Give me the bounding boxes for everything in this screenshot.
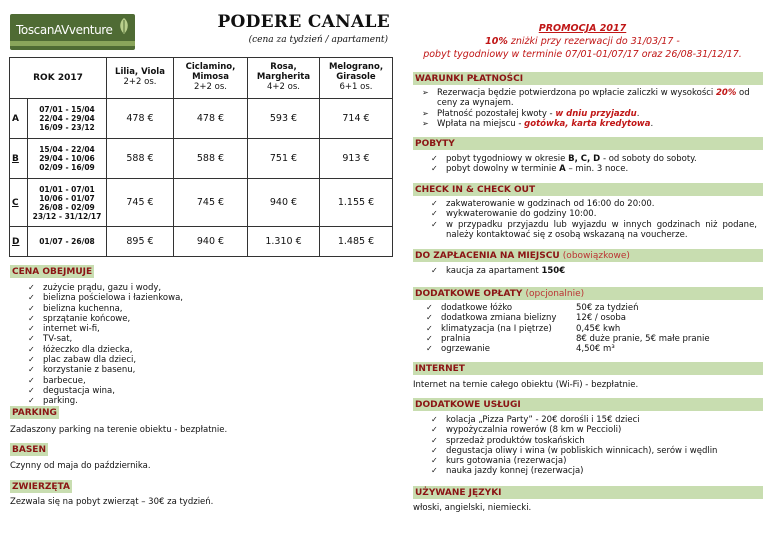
list-item: ✓ zakwaterowanie w godzinach od 16:00 do 20:00. [431,199,757,209]
price-cell: 745 € [107,179,174,227]
cena-heading: CENA OBEJMUJE [12,267,93,277]
table-header-row [10,58,393,99]
warunki-heading: WARUNKI PŁATNOŚCI [413,72,763,85]
uslugi-list [431,415,717,477]
list-item: ✓ ogrzewanie 4,50€ m³ [426,344,756,354]
list-item: ✓ degustacja oliwy i wina (w pobliskich winnicach), serów i wędlin [431,446,717,456]
uslugi-heading: DODATKOWE USŁUGI [413,398,763,411]
table-row [10,99,393,139]
price-table [9,57,393,257]
price-cell: 714 € [320,99,393,139]
price-cell: 940 € [174,227,248,257]
internet-text: Internet na ternie całego obiektu (Wi-Fi) - bezpłatnie. [413,380,639,390]
list-item: ✓ parking. [28,396,183,406]
zaplata-list [431,266,565,276]
table-row [10,179,393,227]
list-item: ✓ wypożyczalnia rowerów (8 km w Peccioli) [431,425,717,435]
list-item: ✓ degustacja wina, [28,386,183,396]
logo [10,14,135,50]
dodatkowe-list [426,303,756,354]
dodatkowe-heading: DODATKOWE OPŁATY (opcjonalnie) [413,287,763,300]
check-list [431,199,757,240]
list-item: ✓ pobyt tygodniowy w okresie B, C, D - od soboty do soboty. [431,154,697,164]
price-cell: 895 € [107,227,174,257]
list-item: ➢ Płatność pozostałej kwoty - w dniu przyjazdu. [422,109,762,119]
price-cell: 1.310 € [248,227,320,257]
year-header: ROK 2017 [10,58,107,99]
price-cell: 593 € [248,99,320,139]
price-cell: 478 € [107,99,174,139]
list-item: ✓ sprzątanie końcowe, [28,314,183,324]
leaf-icon [117,17,131,35]
price-cell: 1.155 € [320,179,393,227]
price-cell: 1.485 € [320,227,393,257]
promo-box [400,22,765,61]
promo-title: PROMOCJA 2017 [538,23,627,34]
column-header: Lilia, Viola 2+2 os. [107,58,174,99]
list-item: ✓ TV-sat, [28,334,183,344]
season-letter: A [10,99,28,139]
zwierzeta-heading: ZWIERZĘTA [12,482,70,492]
list-item: ➢ Rezerwacja będzie potwierdzona po wpłacie zaliczki w wysokości 20% od ceny za wynajem. [422,88,762,109]
parking-heading: PARKING [12,408,57,418]
promo-line2: pobyt tygodniowy w terminie 07/01-01/07/17 oraz 26/08-31/12/17. [423,49,742,60]
internet-heading: INTERNET [413,362,763,375]
list-item: ✓ pobyt dowolny w terminie A – min. 3 noce. [431,164,697,174]
list-item: ✓ zużycie prądu, gazu i wody, [28,283,183,293]
list-item: ✓ plac zabaw dla dzieci, [28,355,183,365]
list-item: ✓ barbecue, [28,376,183,386]
logo-text: ToscanAVventure [16,23,113,37]
promo-line1: 10% zniżki przy rezerwacji do 31/03/17 - [485,36,680,47]
logo-band [10,41,135,46]
list-item: ✓ bielizna kuchenna, [28,304,183,314]
list-item: ✓ łóżeczko dla dziecka, [28,345,183,355]
column-header: Rosa, Margherita 4+2 os. [248,58,320,99]
price-cell: 940 € [248,179,320,227]
list-item: ✓ sprzedaż produktów toskańskich [431,436,717,446]
list-item: ✓ internet wi-fi, [28,324,183,334]
list-item: ➢ Wpłata na miejscu - gotówka, karta kredytowa. [422,119,762,129]
table-row [10,139,393,179]
jezyki-text: włoski, angielski, niemiecki. [413,503,532,513]
page-subtitle: (cena za tydzień / apartament) [248,35,388,45]
column-header: Ciclamino, Mimosa 2+2 os. [174,58,248,99]
column-header: Melograno, Girasole 6+1 os. [320,58,393,99]
season-dates: 01/01 - 07/01 10/06 - 01/07 26/08 - 02/09 23/12 - 31/12/17 [28,179,107,227]
season-dates: 07/01 - 15/04 22/04 - 29/04 16/09 - 23/12 [28,99,107,139]
list-item: ✓ nauka jazdy konnej (rezerwacja) [431,466,717,476]
jezyki-heading: UŻYWANE JĘZYKI [413,486,763,499]
season-letter: B [10,139,28,179]
season-dates: 01/07 - 26/08 [28,227,107,257]
price-cell: 751 € [248,139,320,179]
cena-list [28,283,183,407]
list-item: ✓ kolacja „Pizza Party” - 20€ dorośli i 15€ dzieci [431,415,717,425]
pobyty-list [431,154,697,175]
price-cell: 478 € [174,99,248,139]
list-item: ✓ korzystanie z basenu, [28,365,183,375]
price-cell: 588 € [107,139,174,179]
zwierzeta-text: Zezwala się na pobyt zwierząt – 30€ za tydzień. [10,497,214,507]
basen-heading: BASEN [12,445,46,455]
season-letter: D [10,227,28,257]
price-cell: 745 € [174,179,248,227]
list-item: ✓ kurs gotowania (rezerwacja) [431,456,717,466]
list-item: ✓ kaucja za apartament 150€ [431,266,565,276]
price-cell: 913 € [320,139,393,179]
table-row [10,227,393,257]
list-item: ✓ dodatkowe łóżko 50€ za tydzień [426,303,756,313]
basen-text: Czynny od maja do października. [10,461,151,471]
season-letter: C [10,179,28,227]
list-item: ✓ bielizna pościelowa i łazienkowa, [28,293,183,303]
list-item: ✓ klimatyzacja (na I piętrze) 0,45€ kwh [426,324,756,334]
pobyty-heading: POBYTY [413,137,763,150]
price-cell: 588 € [174,139,248,179]
list-item: ✓ pralnia 8€ duże pranie, 5€ małe pranie [426,334,756,344]
zaplata-heading: DO ZAPŁACENIA NA MIEJSCU (obowiązkowe) [413,249,763,262]
page-title: PODERE CANALE [217,12,390,32]
season-dates: 15/04 - 22/04 29/04 - 10/06 02/09 - 16/09 [28,139,107,179]
parking-text: Zadaszony parking na terenie obiektu - bezpłatnie. [10,425,228,435]
list-item: ✓ w przypadku przyjazdu lub wyjazdu w innych godzinach niż podane, należy kontaktować się z osobą wskazaną na voucherze. [431,220,757,241]
check-heading: CHECK IN & CHECK OUT [413,183,763,196]
warunki-list [422,88,762,129]
list-item: ✓ dodatkowa zmiana bielizny 12€ / osoba [426,313,756,323]
list-item: ✓ wykwaterowanie do godziny 10:00. [431,209,757,219]
